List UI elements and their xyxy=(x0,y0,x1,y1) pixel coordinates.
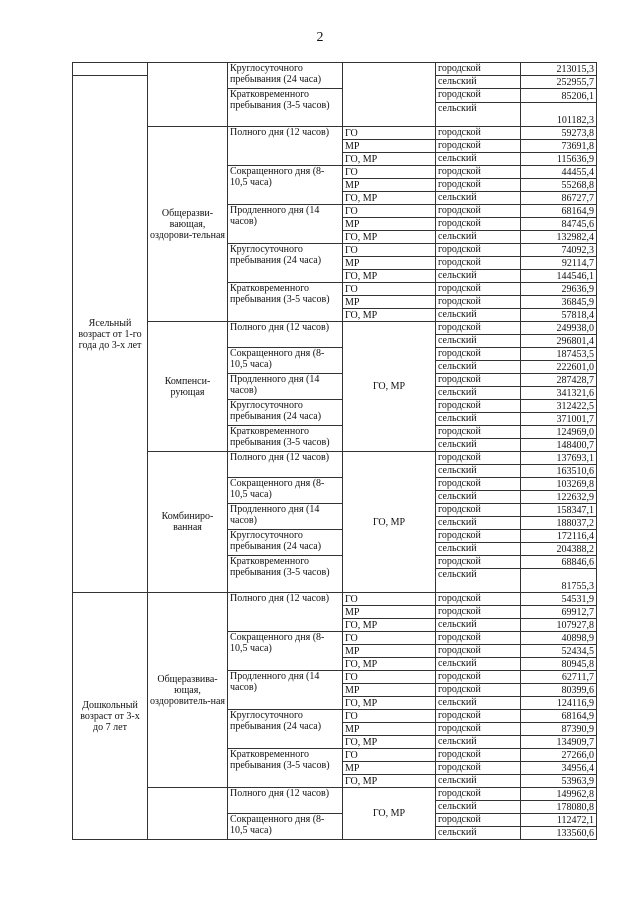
area-type-cell: городской xyxy=(436,400,521,413)
value-cell: 84745,6 xyxy=(521,218,597,231)
area-type-cell: сельский xyxy=(436,413,521,426)
group-type-cell: Комбиниро-ванная xyxy=(148,452,228,593)
area-type-cell: сельский xyxy=(436,231,521,244)
area-type-cell: городской xyxy=(436,257,521,270)
area-type-cell: городской xyxy=(436,322,521,335)
value-cell: 204388,2 xyxy=(521,543,597,556)
area-type-cell: сельский xyxy=(436,192,521,205)
area-type-cell: городской xyxy=(436,606,521,619)
value-cell: 187453,5 xyxy=(521,348,597,361)
territory-cell: ГО xyxy=(343,749,436,762)
territory-cell: ГО, МР xyxy=(343,231,436,244)
area-type-cell: городской xyxy=(436,645,521,658)
stay-mode-cell: Кратковременного пребывания (3-5 часов) xyxy=(228,749,343,788)
area-type-cell: городской xyxy=(436,296,521,309)
stay-mode-cell: Продленного дня (14 часов) xyxy=(228,374,343,400)
empty-cell xyxy=(148,788,228,840)
value-cell: 132982,4 xyxy=(521,231,597,244)
area-type-cell: сельский xyxy=(436,361,521,374)
value-cell: 149962,8 xyxy=(521,788,597,801)
area-type-cell: городской xyxy=(436,283,521,296)
value-cell: 163510,6 xyxy=(521,465,597,478)
value-cell: 34956,4 xyxy=(521,762,597,775)
area-type-cell: городской xyxy=(436,179,521,192)
stay-mode-cell: Сокращенного дня (8-10,5 часа) xyxy=(228,166,343,205)
area-type-cell: городской xyxy=(436,452,521,465)
value-cell: 87390,9 xyxy=(521,723,597,736)
area-type-cell: сельский xyxy=(436,153,521,166)
value-cell: 52434,5 xyxy=(521,645,597,658)
value-cell: 144546,1 xyxy=(521,270,597,283)
area-type-cell: городской xyxy=(436,166,521,179)
table-row xyxy=(73,593,597,606)
territory-cell: МР xyxy=(343,645,436,658)
value-cell: 312422,5 xyxy=(521,400,597,413)
area-type-cell: сельский xyxy=(436,801,521,814)
value-cell: 29636,9 xyxy=(521,283,597,296)
stay-mode-cell: Круглосуточного пребывания (24 часа) xyxy=(228,400,343,426)
value-cell: 107927,8 xyxy=(521,619,597,632)
value-cell: 137693,1 xyxy=(521,452,597,465)
territory-cell: ГО xyxy=(343,710,436,723)
value-cell: 53963,9 xyxy=(521,775,597,788)
territory-cell: ГО, МР xyxy=(343,270,436,283)
territory-cell: ГО, МР xyxy=(343,309,436,322)
area-type-cell: городской xyxy=(436,348,521,361)
area-type-cell: сельский xyxy=(436,76,521,89)
area-type-cell: городской xyxy=(436,684,521,697)
value-cell: 27266,0 xyxy=(521,749,597,762)
area-type-cell: сельский xyxy=(436,309,521,322)
value-cell: 252955,7 xyxy=(521,76,597,89)
territory-cell: ГО, МР xyxy=(343,775,436,788)
value-cell: 122632,9 xyxy=(521,491,597,504)
territory-cell: МР xyxy=(343,684,436,697)
value-cell: 148400,7 xyxy=(521,439,597,452)
stay-mode-cell: Продленного дня (14 часов) xyxy=(228,504,343,530)
area-type-cell: сельский xyxy=(436,270,521,283)
stay-mode-cell: Кратковременного пребывания (3-5 часов) xyxy=(228,426,343,452)
area-type-cell: сельский xyxy=(436,517,521,530)
stay-mode-cell: Продленного дня (14 часов) xyxy=(228,205,343,244)
area-type-cell: городской xyxy=(436,205,521,218)
value-cell: 62711,7 xyxy=(521,671,597,684)
stay-mode-cell: Круглосуточного пребывания (24 часа) xyxy=(228,244,343,283)
territory-cell: ГО, МР xyxy=(343,619,436,632)
stay-mode-cell: Полного дня (12 часов) xyxy=(228,127,343,166)
area-type-cell: сельский xyxy=(436,658,521,671)
value-cell: 124969,0 xyxy=(521,426,597,439)
area-type-cell: городской xyxy=(436,671,521,684)
area-type-cell: городской xyxy=(436,556,521,569)
territory-cell: МР xyxy=(343,762,436,775)
area-type-cell: городской xyxy=(436,593,521,606)
value-cell: 133560,6 xyxy=(521,827,597,840)
area-type-cell: сельский xyxy=(436,465,521,478)
area-type-cell: городской xyxy=(436,723,521,736)
area-type-cell: сельский xyxy=(436,619,521,632)
table-row xyxy=(73,63,597,76)
area-type-cell: городской xyxy=(436,632,521,645)
value-cell: 81755,3 xyxy=(521,569,597,593)
area-type-cell: сельский xyxy=(436,387,521,400)
stay-mode-cell: Кратковременного пребывания (3-5 часов) xyxy=(228,89,343,127)
territory-cell: МР xyxy=(343,140,436,153)
territory-cell: ГО xyxy=(343,205,436,218)
value-cell: 69912,7 xyxy=(521,606,597,619)
area-type-cell: городской xyxy=(436,478,521,491)
area-type-cell: сельский xyxy=(436,736,521,749)
value-cell: 213015,3 xyxy=(521,63,597,76)
stay-mode-cell: Полного дня (12 часов) xyxy=(228,452,343,478)
stay-mode-cell: Полного дня (12 часов) xyxy=(228,593,343,632)
territory-cell: МР xyxy=(343,296,436,309)
area-type-cell: городской xyxy=(436,374,521,387)
value-cell: 158347,1 xyxy=(521,504,597,517)
area-type-cell: городской xyxy=(436,63,521,76)
territory-cell: ГО, МР xyxy=(343,153,436,166)
area-type-cell: городской xyxy=(436,814,521,827)
area-type-cell: городской xyxy=(436,426,521,439)
group-type-cell: Общеразвива-ющая, оздоровитель-ная xyxy=(148,593,228,788)
group-type-cell: Компенси-рующая xyxy=(148,322,228,452)
territory-cell: ГО, МР xyxy=(343,788,436,840)
territory-cell: ГО, МР xyxy=(343,452,436,593)
value-cell: 40898,9 xyxy=(521,632,597,645)
stay-mode-cell: Сокращенного дня (8-10,5 часа) xyxy=(228,632,343,671)
value-cell: 68164,9 xyxy=(521,205,597,218)
value-cell: 296801,4 xyxy=(521,335,597,348)
territory-cell: ГО xyxy=(343,166,436,179)
territory-cell: ГО xyxy=(343,283,436,296)
area-type-cell: городской xyxy=(436,710,521,723)
empty-cell xyxy=(73,63,148,76)
territory-cell: ГО, МР xyxy=(343,658,436,671)
stay-mode-cell: Сокращенного дня (8-10,5 часа) xyxy=(228,348,343,374)
area-type-cell: городской xyxy=(436,530,521,543)
area-type-cell: городской xyxy=(436,788,521,801)
territory-cell: ГО xyxy=(343,127,436,140)
value-cell: 103269,8 xyxy=(521,478,597,491)
value-cell: 36845,9 xyxy=(521,296,597,309)
value-cell: 55268,8 xyxy=(521,179,597,192)
territory-cell: МР xyxy=(343,257,436,270)
area-type-cell: городской xyxy=(436,127,521,140)
table-row xyxy=(73,322,597,335)
value-cell: 178080,8 xyxy=(521,801,597,814)
value-cell: 57818,4 xyxy=(521,309,597,322)
territory-cell: ГО xyxy=(343,244,436,257)
stay-mode-cell: Продленного дня (14 часов) xyxy=(228,671,343,710)
tariff-table xyxy=(72,62,597,840)
territory-cell: ГО xyxy=(343,593,436,606)
stay-mode-cell: Круглосуточного пребывания (24 часа) xyxy=(228,530,343,556)
value-cell: 74092,3 xyxy=(521,244,597,257)
area-type-cell: городской xyxy=(436,749,521,762)
value-cell: 73691,8 xyxy=(521,140,597,153)
value-cell: 287428,7 xyxy=(521,374,597,387)
value-cell: 44455,4 xyxy=(521,166,597,179)
value-cell: 92114,7 xyxy=(521,257,597,270)
value-cell: 341321,6 xyxy=(521,387,597,400)
value-cell: 188037,2 xyxy=(521,517,597,530)
area-type-cell: сельский xyxy=(436,827,521,840)
area-type-cell: сельский xyxy=(436,103,521,127)
area-type-cell: сельский xyxy=(436,569,521,593)
territory-cell: ГО xyxy=(343,632,436,645)
territory-cell: ГО, МР xyxy=(343,322,436,452)
stay-mode-cell: Круглосуточного пребывания (24 часа) xyxy=(228,710,343,749)
area-type-cell: городской xyxy=(436,140,521,153)
group-type-cell: Общеразви-вающая, оздорови-тельная xyxy=(148,127,228,322)
area-type-cell: сельский xyxy=(436,335,521,348)
table-row xyxy=(73,127,597,140)
territory-cell: ГО, МР xyxy=(343,697,436,710)
stay-mode-cell: Сокращенного дня (8-10,5 часа) xyxy=(228,814,343,840)
value-cell: 68164,9 xyxy=(521,710,597,723)
area-type-cell: городской xyxy=(436,89,521,103)
age-group-cell: Дошкольный возраст от 3-х до 7 лет xyxy=(73,593,148,840)
stay-mode-cell: Сокращенного дня (8-10,5 часа) xyxy=(228,478,343,504)
area-type-cell: сельский xyxy=(436,491,521,504)
territory-cell: ГО, МР xyxy=(343,192,436,205)
area-type-cell: городской xyxy=(436,218,521,231)
stay-mode-cell: Круглосуточного пребывания (24 часа) xyxy=(228,63,343,89)
value-cell: 54531,9 xyxy=(521,593,597,606)
territory-cell xyxy=(343,63,436,127)
page-number: 2 xyxy=(316,30,324,45)
territory-cell: ГО xyxy=(343,671,436,684)
empty-cell xyxy=(148,63,228,127)
value-cell: 172116,4 xyxy=(521,530,597,543)
stay-mode-cell: Кратковременного пребывания (3-5 часов) xyxy=(228,556,343,593)
area-type-cell: сельский xyxy=(436,439,521,452)
value-cell: 115636,9 xyxy=(521,153,597,166)
stay-mode-cell: Полного дня (12 часов) xyxy=(228,322,343,348)
value-cell: 112472,1 xyxy=(521,814,597,827)
value-cell: 68846,6 xyxy=(521,556,597,569)
value-cell: 124116,9 xyxy=(521,697,597,710)
value-cell: 86727,7 xyxy=(521,192,597,205)
territory-cell: ГО, МР xyxy=(343,736,436,749)
territory-cell: МР xyxy=(343,723,436,736)
value-cell: 134909,7 xyxy=(521,736,597,749)
value-cell: 85206,1 xyxy=(521,89,597,103)
value-cell: 80399,6 xyxy=(521,684,597,697)
table-row xyxy=(73,788,597,801)
value-cell: 249938,0 xyxy=(521,322,597,335)
area-type-cell: сельский xyxy=(436,775,521,788)
value-cell: 59273,8 xyxy=(521,127,597,140)
area-type-cell: сельский xyxy=(436,697,521,710)
stay-mode-cell: Полного дня (12 часов) xyxy=(228,788,343,814)
territory-cell: МР xyxy=(343,606,436,619)
area-type-cell: городской xyxy=(436,504,521,517)
territory-cell: МР xyxy=(343,218,436,231)
territory-cell: МР xyxy=(343,179,436,192)
value-cell: 371001,7 xyxy=(521,413,597,426)
value-cell: 101182,3 xyxy=(521,103,597,127)
table-row xyxy=(73,452,597,465)
stay-mode-cell: Кратковременного пребывания (3-5 часов) xyxy=(228,283,343,322)
age-group-cell: Ясельный возраст от 1-го года до 3-х лет xyxy=(73,76,148,593)
value-cell: 222601,0 xyxy=(521,361,597,374)
area-type-cell: сельский xyxy=(436,543,521,556)
area-type-cell: городской xyxy=(436,244,521,257)
value-cell: 80945,8 xyxy=(521,658,597,671)
area-type-cell: городской xyxy=(436,762,521,775)
